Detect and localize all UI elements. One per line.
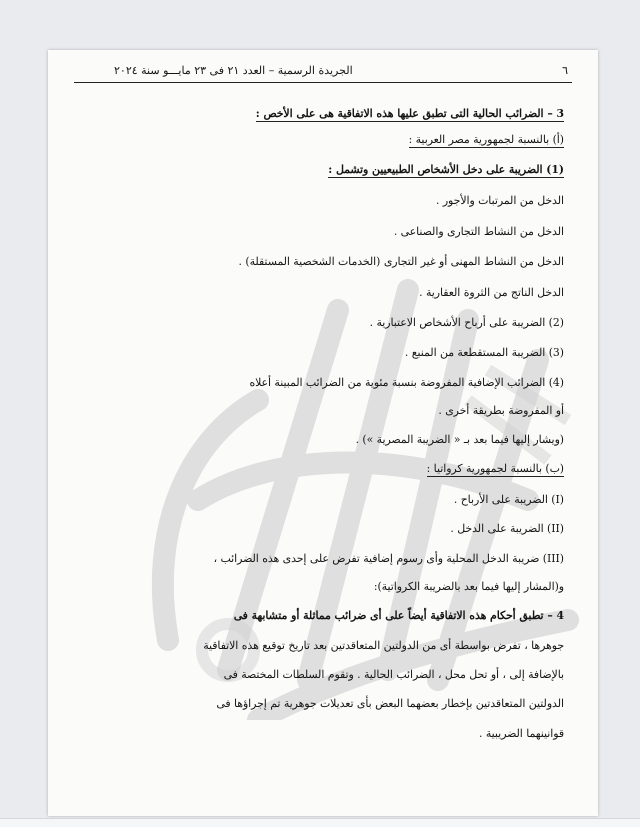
text-line: (II) الضريبة على الدخل . [450, 522, 564, 535]
text-line: (I) الضريبة على الأرباح . [453, 493, 564, 506]
text-line: (2) الضريبة على أرباح الأشخاص الاعتبارية . [369, 316, 564, 329]
text-line: (ب) بالنسبة لجمهورية كرواتيا : [426, 462, 564, 475]
text-line: 3 – الضرائب الحالية التى تطبق عليها هذه الاتفاقية هى على الأخص : [255, 107, 564, 120]
gazette-header [74, 62, 572, 83]
gazette-title: الجريدة الرسمية – العدد ٢١ فى ٢٣ مايـــو سنة ٢٠٢٤ [114, 64, 353, 77]
page-number: ٦ [562, 64, 568, 77]
text-line: أو المفروضة بطريقة أخرى . [438, 404, 564, 417]
document-page [48, 50, 598, 816]
text-line: (أ) بالنسبة لجمهورية مصر العربية : [408, 133, 564, 146]
text-line: (3) الضريبة المستقطعة من المنبع . [404, 346, 564, 359]
text-line: الدخل الناتج من الثروة العقارية . [419, 286, 564, 299]
text-line: الدخل من النشاط المهنى أو غير التجارى (الخدمات الشخصية المستقلة) . [238, 255, 564, 268]
text-line: و(المشار إليها فيما بعد بالضريبة الكرواتية): [373, 580, 564, 593]
text-line: (1) الضريبة على دخل الأشخاص الطبيعيين وتشمل : [328, 163, 564, 176]
text-line: 4 – تطبق أحكام هذه الاتفاقية أيضاً على أى ضرائب مماثلة أو متشابهة فى [233, 609, 564, 622]
text-line: (4) الضرائب الإضافية المفروضة بنسبة مئوية من الضرائب المبينة أعلاه [249, 376, 564, 389]
text-line: قوانينهما الضريبية . [479, 727, 564, 740]
text-line: جوهرها ، تفرض بواسطة أى من الدولتين المتعاقدتين بعد تاريخ توقيع هذه الاتفاقية [203, 639, 564, 652]
text-line: (III) ضريبة الدخل المحلية وأى رسوم إضافية تفرض على إحدى هذه الضرائب ، [213, 552, 564, 565]
text-line: بالإضافة إلى ، أو تحل محل ، الضرائب الحالية . وتقوم السلطات المختصة فى [223, 668, 564, 681]
text-line: الدخل من المرتبات والأجور . [435, 194, 564, 207]
text-line: (ويشار إليها فيما بعد بـ « الضريبة المصرية ») . [355, 433, 564, 446]
text-line: الدولتين المتعاقدتين بإخطار بعضهما البعض بأى تعديلات جوهرية تم إجراؤها فى [216, 697, 564, 710]
text-line: الدخل من النشاط التجارى والصناعى . [393, 225, 564, 238]
